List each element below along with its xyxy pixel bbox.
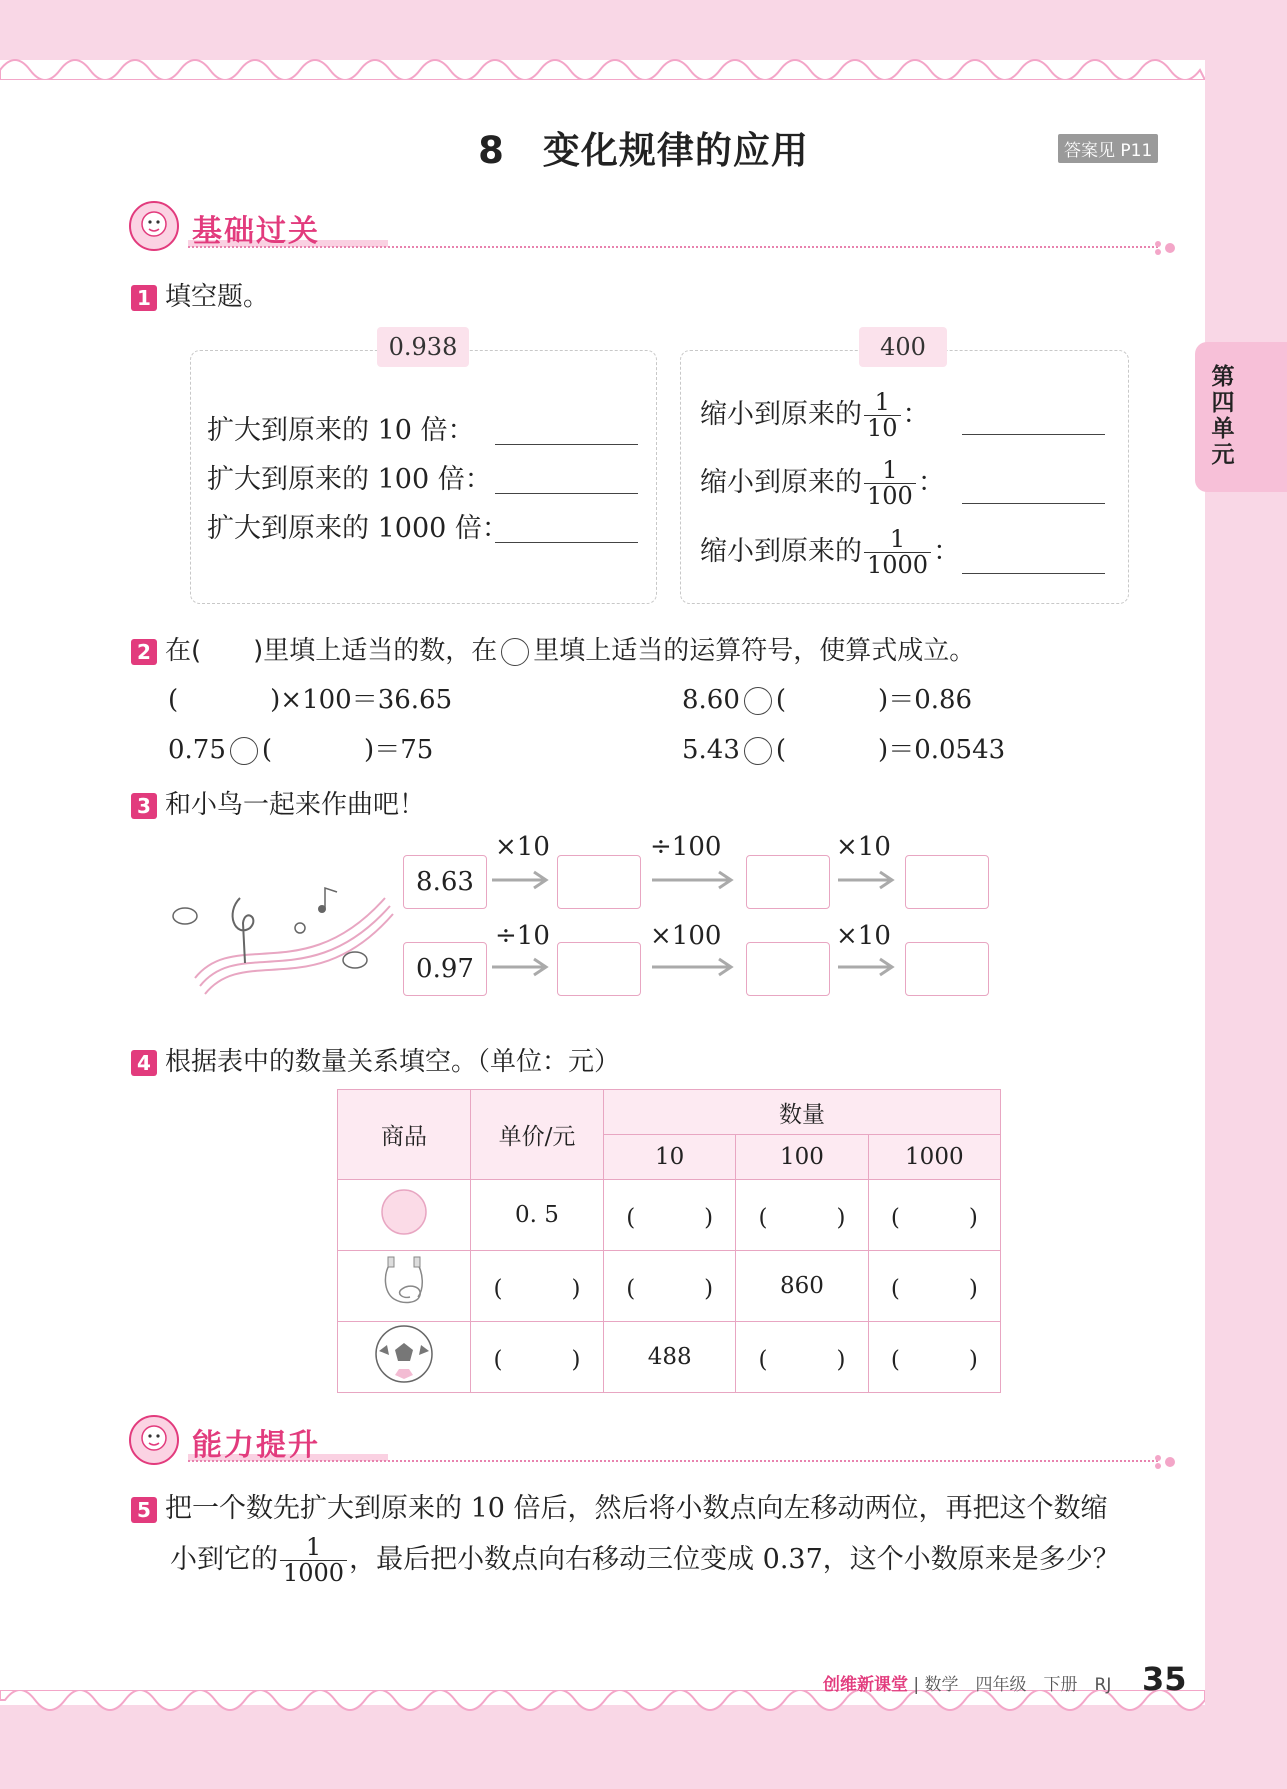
- eq-part: (: [775, 735, 787, 765]
- question-text: 在( )里填上适当的数，在: [165, 636, 498, 666]
- operation-label: ÷100: [650, 832, 722, 862]
- question-text: 填空题。: [165, 282, 270, 312]
- start-box: 8.63: [403, 855, 487, 909]
- eq-part: 0.75: [168, 735, 226, 765]
- value-cell: 488: [604, 1322, 736, 1393]
- answer-cell[interactable]: ( ): [868, 1251, 1000, 1322]
- price-table: [337, 1089, 1001, 1393]
- fraction: [864, 390, 901, 441]
- colon: ：: [917, 467, 945, 499]
- eq-part: )×100＝36.65: [270, 685, 453, 715]
- equation-4: [682, 729, 1005, 766]
- answer-cell[interactable]: ( ): [736, 1180, 868, 1251]
- question-text: ，最后把小数点向右移动三位变成 0.37，这个小数原来是多少？: [349, 1544, 1120, 1576]
- fraction-numerator: 1: [864, 390, 901, 416]
- q1-right-tag: 400: [859, 327, 947, 367]
- answer-box[interactable]: [746, 855, 830, 909]
- header-qty-100: 100: [736, 1135, 868, 1180]
- section-basic-title: 基础过关: [192, 214, 320, 249]
- table-row: [338, 1180, 1001, 1251]
- section-dotted-line: [188, 246, 1158, 248]
- fraction-denominator: 100: [867, 482, 913, 511]
- header-item: 商品: [338, 1090, 471, 1180]
- fraction-numerator: 1: [280, 1535, 347, 1561]
- dots-decoration-icon: [1150, 1452, 1190, 1472]
- page-title: 8 变化规律的应用: [478, 129, 809, 172]
- item-cell: [338, 1251, 471, 1322]
- question-number: 5: [131, 1497, 157, 1523]
- fraction: [864, 527, 931, 578]
- q1-left-tag: 0.938: [377, 327, 469, 367]
- q1-right-row-1: [700, 390, 930, 441]
- question-3: [131, 784, 425, 821]
- bottom-wave-border: [0, 1690, 1205, 1730]
- soccer-ball-icon: [373, 1323, 435, 1385]
- jump-rope-icon: [374, 1253, 434, 1313]
- answer-cell[interactable]: ( ): [604, 1180, 736, 1251]
- page-number: 35: [1142, 1660, 1187, 1698]
- question-2: [131, 630, 975, 667]
- question-1: [131, 276, 269, 313]
- fraction-numerator: 1: [864, 527, 931, 553]
- question-5-line-1: [131, 1486, 1108, 1525]
- answer-blank[interactable]: [495, 444, 638, 445]
- q1-right-row-2: [700, 458, 945, 509]
- answer-box[interactable]: [557, 942, 641, 996]
- arrow-right-icon: [650, 868, 735, 892]
- operator-circle[interactable]: [744, 737, 772, 765]
- answer-reference-badge: 答案见 P11: [1058, 134, 1158, 163]
- question-number: 4: [131, 1050, 157, 1076]
- answer-box[interactable]: [746, 942, 830, 996]
- unit-side-tab-label: 第四单元: [1211, 364, 1235, 468]
- answer-cell[interactable]: ( ): [736, 1322, 868, 1393]
- equation-2: [682, 679, 972, 716]
- eq-part: 8.60: [682, 685, 740, 715]
- price-cell: 0. 5: [471, 1180, 604, 1251]
- colon: ：: [933, 536, 961, 568]
- answer-box[interactable]: [905, 855, 989, 909]
- eq-part: 5.43: [682, 735, 740, 765]
- eq-part: (: [168, 685, 179, 715]
- operation-label: ×10: [495, 832, 550, 862]
- section-advanced-header: [128, 1414, 1168, 1470]
- question-number: 1: [131, 285, 157, 311]
- answer-blank[interactable]: [495, 542, 638, 543]
- operation-label: ×10: [836, 921, 891, 951]
- top-wave-border: [0, 40, 1205, 80]
- answer-cell[interactable]: ( ): [868, 1322, 1000, 1393]
- value-cell: 860: [736, 1251, 868, 1322]
- footer-brand: 创维新课堂: [823, 1675, 908, 1695]
- question-text-2: 里填上适当的运算符号，使算式成立。: [533, 636, 976, 666]
- answer-blank[interactable]: [962, 503, 1105, 504]
- header-qty: 数量: [604, 1090, 1001, 1135]
- eq-part: (: [775, 685, 787, 715]
- section-basic-header: [128, 200, 1168, 256]
- table-row: [338, 1251, 1001, 1322]
- arrow-right-icon: [490, 955, 550, 979]
- answer-box[interactable]: [557, 855, 641, 909]
- question-text: 把一个数先扩大到原来的 10 倍后，然后将小数点向左移动两位，再把这个数缩: [165, 1493, 1108, 1524]
- operator-circle[interactable]: [744, 687, 772, 715]
- question-4: [131, 1041, 620, 1078]
- header-qty-10: 10: [604, 1135, 736, 1180]
- fraction-numerator: 1: [864, 458, 916, 484]
- operation-label: ×10: [836, 832, 891, 862]
- answer-blank[interactable]: [962, 573, 1105, 574]
- item-cell: [338, 1322, 471, 1393]
- eq-part: )＝0.0543: [878, 735, 1006, 765]
- equation-3: [168, 729, 433, 766]
- row-prefix: 缩小到原来的: [700, 399, 862, 431]
- question-text: 根据表中的数量关系填空。（单位：元）: [165, 1047, 621, 1077]
- circle-icon: [501, 638, 529, 666]
- question-text: 和小鸟一起来作曲吧！: [165, 790, 426, 820]
- eq-part: )＝75: [364, 735, 434, 765]
- answer-box[interactable]: [905, 942, 989, 996]
- table-row: [338, 1322, 1001, 1393]
- colon: ：: [902, 399, 930, 431]
- q1-left-row-2: 扩大到原来的 100 倍：: [207, 464, 492, 495]
- answer-blank[interactable]: [495, 493, 638, 494]
- fraction: [280, 1535, 347, 1586]
- answer-cell[interactable]: ( ): [471, 1251, 604, 1322]
- fraction-denominator: 1000: [283, 1559, 345, 1588]
- row-prefix: 缩小到原来的: [700, 536, 862, 568]
- arrow-right-icon: [836, 868, 896, 892]
- header-price: 单价/元: [471, 1090, 604, 1180]
- fraction-denominator: 1000: [867, 551, 929, 580]
- answer-blank[interactable]: [962, 434, 1105, 435]
- equation-1: [168, 679, 452, 716]
- footer: [823, 1670, 1111, 1695]
- start-box: 0.97: [403, 942, 487, 996]
- item-cell: [338, 1180, 471, 1251]
- header-qty-1000: 1000: [868, 1135, 1000, 1180]
- operator-circle[interactable]: [230, 737, 258, 765]
- question-5-line-2: [170, 1535, 1120, 1586]
- eq-part: (: [261, 735, 273, 765]
- answer-cell[interactable]: ( ): [471, 1322, 604, 1393]
- answer-cell[interactable]: ( ): [868, 1180, 1000, 1251]
- q1-left-row-3: 扩大到原来的 1000 倍：: [207, 513, 509, 544]
- footer-info: | 数学 四年级 下册 RJ: [913, 1675, 1112, 1695]
- question-number: 3: [131, 793, 157, 819]
- question-text: 小到它的: [170, 1544, 278, 1576]
- dots-decoration-icon: [1150, 238, 1190, 258]
- fraction: [864, 458, 916, 509]
- bird-music-illustration: [165, 868, 395, 998]
- operation-label: ×100: [650, 921, 722, 951]
- pink-ball-icon: [379, 1187, 429, 1237]
- section-dotted-line: [188, 1460, 1158, 1462]
- mascot-icon: [128, 1414, 180, 1466]
- fraction-denominator: 10: [867, 414, 898, 443]
- q1-right-row-3: [700, 527, 960, 578]
- row-prefix: 缩小到原来的: [700, 467, 862, 499]
- eq-part: )＝0.86: [878, 685, 973, 715]
- operation-label: ÷10: [495, 921, 550, 951]
- section-advanced-title: 能力提升: [192, 1428, 320, 1463]
- mascot-icon: [128, 200, 180, 252]
- arrow-right-icon: [650, 955, 735, 979]
- arrow-right-icon: [490, 868, 550, 892]
- answer-cell[interactable]: ( ): [604, 1251, 736, 1322]
- arrow-right-icon: [836, 955, 896, 979]
- question-number: 2: [131, 639, 157, 665]
- q1-left-row-1: 扩大到原来的 10 倍：: [207, 415, 475, 446]
